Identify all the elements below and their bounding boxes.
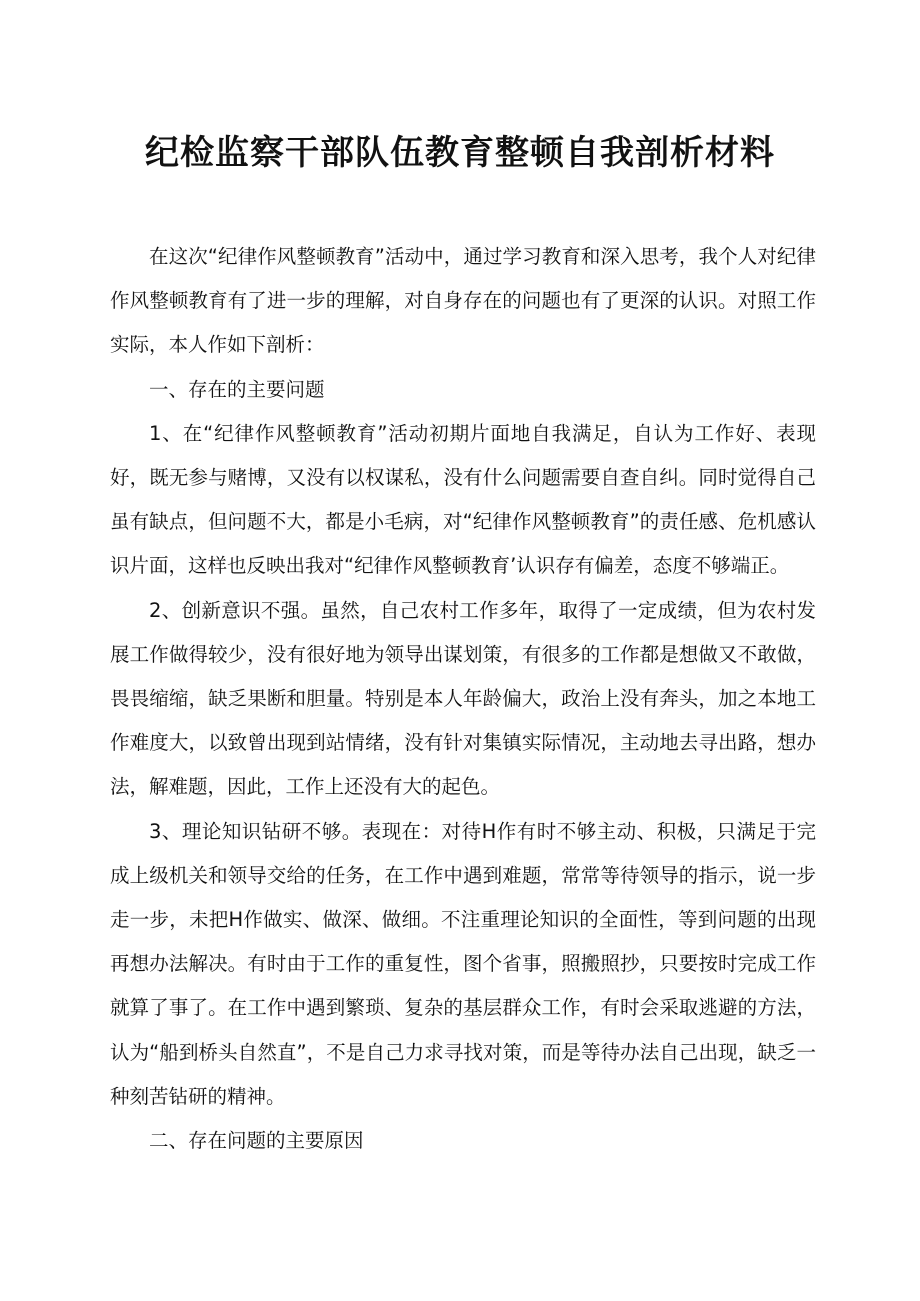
section-heading-causes: 二、存在问题的主要原因 — [149, 1129, 364, 1153]
problem-paragraph-1: 1、在“纪律作风整顿教育”活动初期片面地自我满足，自认为工作好、表现好，既无参与赌博，又没有以权谋私，没有什么问题需要自查自纠。同时觉得自己虽有缺点，但问题不大，都是小毛病，对“纪律作风整顿教育”的责任感、危机感认识片面，这样也反映出我对“纪律作风整顿教育’认识存有偏差，态度不够端正。 — [110, 421, 816, 578]
intro-paragraph: 在这次“纪律作风整顿教育”活动中，通过学习教育和深入思考，我个人对纪律作风整顿教育有了进一步的理解，对自身存在的问题也有了更深的认识。对照工作实际，本人作如下剖析： — [110, 245, 816, 357]
document-body — [110, 235, 816, 1163]
problem-paragraph-3: 3、理论知识钻研不够。表现在：对待H作有时不够主动、积极，只满足于完成上级机关和领导交给的任务，在工作中遇到难题，常常等待领导的指示，说一步走一步，未把H作做实、做深、做细。不注重理论知识的全面性，等到问题的出现再想办法解决。有时由于工作的重复性，图个省事，照搬照抄，只要按时完成工作就算了事了。在工作中遇到繁琐、复杂的基层群众工作，有时会采取逃避的方法，认为“船到桥头自然直”，不是自己力求寻找对策，而是等待办法自己出现，缺乏一种刻苦钻研的精神。 — [110, 819, 816, 1108]
document-title: 纪检监察干部队伍教育整顿自我剖析材料 — [145, 133, 775, 173]
problem-paragraph-2: 2、创新意识不强。虽然，自己农村工作多年，取得了一定成绩，但为农村发展工作做得较少，没有很好地为领导出谋划策，有很多的工作都是想做又不敢做，畏畏缩缩，缺乏果断和胆量。特别是本人年龄偏大，政治上没有奔头，加之本地工作难度大，以致曾出现到站情绪，没有针对集镇实际情况，主动地去寻出路，想办法，解难题，因此，工作上还没有大的起色。 — [110, 598, 816, 799]
section-heading-problems: 一、存在的主要问题 — [149, 377, 325, 401]
